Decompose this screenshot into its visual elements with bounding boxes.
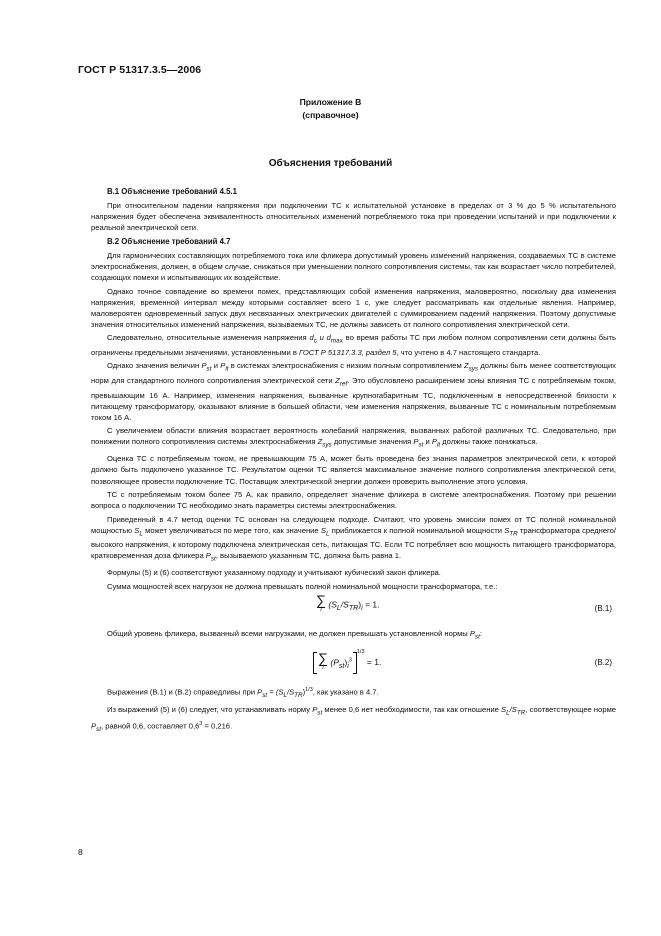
sum-symbol: ∑ i (316, 592, 326, 614)
standard-reference: ГОСТ Р 51317.3.3, раздел 5 (298, 347, 397, 357)
annex-type: (справочное) (302, 110, 359, 120)
section-b1-heading: В.1 Объяснение требований 4.5.1 (107, 187, 237, 196)
paragraph-6: Оценка ТС с потребляемым током, не превышающим 75 А, может быть проведена без знания параметров электрической сети, к которой должно быть подключено указанное ТС. Результатом оценки ТС является максимальное значение полного сопротивления электрической сети, позволяющее провести подключение ТС. Поставщик электрической энергии должен проверить выполнение этого условия. (91, 454, 616, 486)
paragraph-9: Формулы (5) и (6) соответствуют указанному подходу и учитывают кубический закон фликера. (107, 568, 441, 578)
paragraph-11: Общий уровень фликера, вызванный всеми нагрузками, не должен превышать установленной нормы $P_{st}$: (107, 629, 483, 641)
document-body (91, 184, 616, 737)
section-b2-heading: В.2 Объяснение требований 4.7 (107, 236, 231, 246)
paragraph-10: Сумма мощностей всех нагрузок не должна превышать полной номинальной мощности трансформатора, т.е.: (107, 581, 498, 591)
formula-b1 (91, 594, 616, 624)
paragraph-4: Однако значения величин $P_{st}$ и $P_{lt}$ в системах электроснабжения с низким полным сопротивлением $Z_{sys}$ должны быть менее соответствующих норм для стандартного полного сопротивления электрической сети $Z_{ref}$. Это обусловлено расширением зоны влияния ТС с потребляемым током, превышающим 16 А. Например, изменения напряжения, вызванные крупногабаритным ТС, подключенным в непосредственной близости к питающему трансформатору, оказывают влияние в большей области, чем изменения напряжения, вызванные ТС с номинальным потребляемым током 16 А. (91, 361, 616, 422)
section-b1-paragraph: При относительном падении напряжения при подключении ТС к испытательной установке в пределах от 3 % до 5 % испытательного напряжения будет обеспечена эквивалентность относительных изменений потребляемого тока при проведении испытаний и при подключении к реальной электрической сети. (91, 201, 616, 233)
page-number: 8 (78, 847, 83, 857)
formula-b1-expression: ∑ i $(S_L/S_{TR})_i = 1$. (316, 594, 379, 616)
paragraph-8: Приведенный в 4.7 метод оценки ТС основан на следующем подходе. Считают, что уровень эмиссии помех от ТС полной номинальной мощностью $S_L$ может увеличиваться по мере того, как значение $S_L$ приближается к полной номинальной мощности $S_{TR}$ трансформатора среднего/высокого напряжения, к которому подключена электрическая сеть, питающая ТС. Если ТС потребляет всю мощность питающего трансформатора, кратковременная доза фликера $P_{st}$, вызываемого указанным ТС, должна быть равна 1. (91, 514, 616, 563)
formula-b1-number: (В.1) (594, 604, 612, 614)
paragraph-13: Из выражений (5) и (6) следует, что устанавливать норму $P_{st}$ менее 0,6 нет необходимости, так как отношение $S_L/S_{TR}$, соответствующее норме $P_{st}$, равной 0,6, составляет $0,6^3 = 0,216$. (91, 704, 617, 733)
paragraph-7: ТС с потребляемым током более 75 А, как правило, определяет значение фликера в системе электроснабжения. Поэтому при решении вопроса о подключении ТС необходимо знать параметры системы электроснабжения. (91, 490, 616, 511)
paragraph-12: Выражения (В.1) и (В.2) справедливы при $P_{st} = (S_L/S_{TR})^{1/3}$, как указано в 4.7. (107, 687, 379, 700)
standard-header: ГОСТ Р 51317.3.5—2006 (78, 64, 202, 76)
formula-b2-expression: ∑ i $(P_{st})_i^{31/3} = 1$. (313, 647, 381, 674)
formula-bracket: ∑ i $(P_{st})_i^3$ (313, 652, 357, 674)
formula-b2-number: (В.2) (594, 658, 612, 668)
annex-heading (0, 96, 661, 122)
paragraph-5: С увеличением области влияния возрастает вероятность колебаний напряжения, вызванных работой различных ТС. Следовательно, при понижении полного сопротивления системы электроснабжения $Z_{sys}$ допустимые значения $P_{st}$ и $P_{lt}$ должны также понижаться. (91, 426, 616, 449)
annex-title: Приложение В (299, 97, 362, 107)
formula-b2 (91, 645, 616, 681)
paragraph-2: Однако точное совпадение во времени помех, представляющих собой изменения напряжения, маловероятно, поскольку два изменения напряжения, временной интервал между которыми составляет всего 1 с, уже следует рассматривать как отдельные явления. Например, маловероятен одновременный запуск двух несвязанных электрических двигателей с суммированием падений напряжения. Поэтому допустимые значения относительных изменений напряжения, вызываемых ТС, не должны зависеть от полного сопротивления электрической сети. (91, 286, 616, 329)
paragraph-1: Для гармонических составляющих потребляемого тока или фликера допустимый уровень изменений напряжения, создаваемых ТС в системе электроснабжения, должен, в общем случае, снижаться при уменьшении полного сопротивления системы, так как возрастает число потребителей, создающих помехи и испытывающих их воздействие. (91, 250, 616, 283)
paragraph-3: Следовательно, относительные изменения напряжения $d_c$ и $d_{max}$ во время работы ТС при любом полном сопротивлении сети должны быть ограничены предельными значениями, установленными в ГОСТ Р 51317.3.3, раздел 5, что учтено в 4.7 настоящего стандарта. (91, 333, 616, 357)
main-title: Объяснения требований (268, 158, 393, 169)
